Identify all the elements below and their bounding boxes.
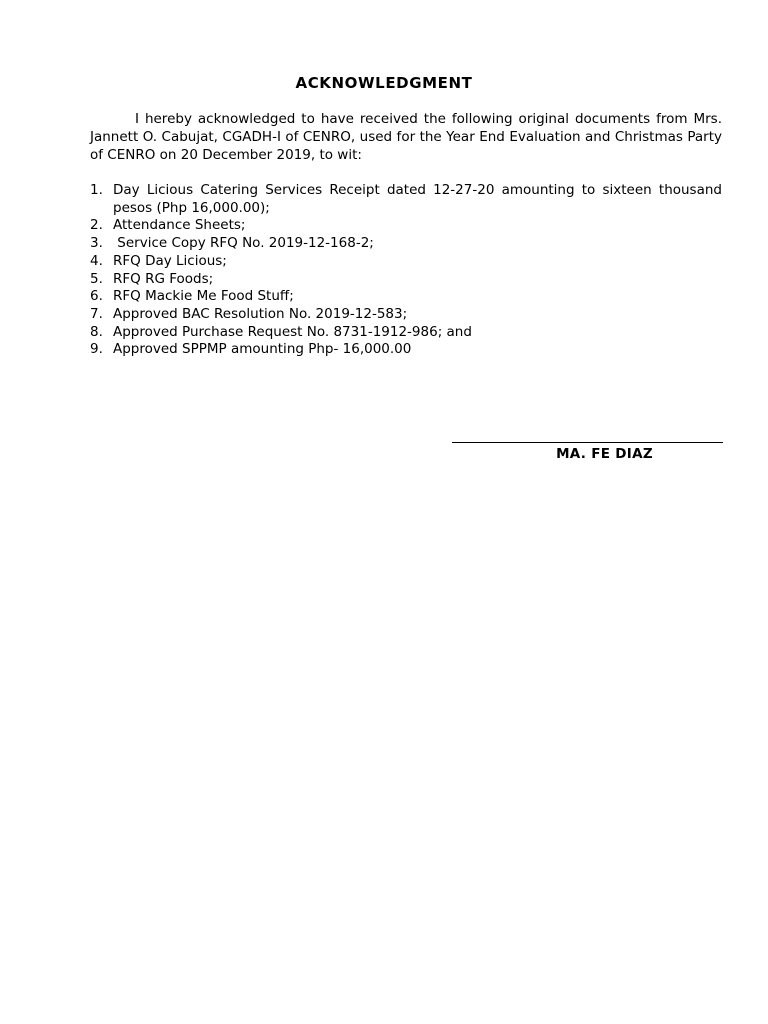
signatory-name: MA. FE DIAZ (556, 446, 653, 462)
document-title: ACKNOWLEDGMENT (295, 74, 473, 92)
list-item-number: 5. (90, 270, 103, 287)
list-item (90, 271, 722, 289)
list-item-text: RFQ RG Foods; (113, 270, 214, 287)
signature-line (452, 442, 723, 443)
list-item-text: Approved SPPMP amounting Php- 16,000.00 (113, 341, 412, 358)
list-item-number: 4. (90, 252, 103, 269)
list-item-text: Approved Purchase Request No. 8731-1912-986; and (113, 323, 472, 340)
list-item (90, 253, 722, 271)
list-item-text: Attendance Sheets; (113, 217, 246, 234)
list-item-number: 1. (90, 182, 103, 198)
list-item-text: RFQ Day Licious; (113, 252, 227, 269)
list-item-number: 8. (90, 323, 103, 340)
list-item (90, 217, 722, 235)
list-item-number: 7. (90, 305, 103, 322)
list-item (90, 235, 722, 253)
intro-paragraph: I hereby acknowledged to have received the following original documents from Mrs. Jannett O. Cabujat, CGADH-I of CENRO, used for the Year End Evaluation and Christmas Party of CENRO on 20 December 2019, to wit: (90, 111, 722, 163)
list-item-text: Day Licious Catering Services Receipt dated 12-27-20 amounting to sixteen thousand pesos (Php 16,000.00); (113, 182, 722, 216)
list-item (90, 182, 722, 217)
list-item-text: Approved BAC Resolution No. 2019-12-583; (113, 305, 408, 322)
list-item-number: 2. (90, 217, 103, 234)
list-item-number: 3. (90, 235, 103, 252)
list-item (90, 288, 722, 306)
list-item (90, 324, 722, 342)
list-item-number: 9. (90, 341, 103, 358)
list-item-text: RFQ Mackie Me Food Stuff; (113, 288, 294, 305)
list-item (90, 341, 722, 359)
document-list (90, 182, 722, 359)
list-item-text: Service Copy RFQ No. 2019-12-168-2; (113, 235, 374, 252)
list-item-number: 6. (90, 288, 103, 305)
list-item (90, 306, 722, 324)
